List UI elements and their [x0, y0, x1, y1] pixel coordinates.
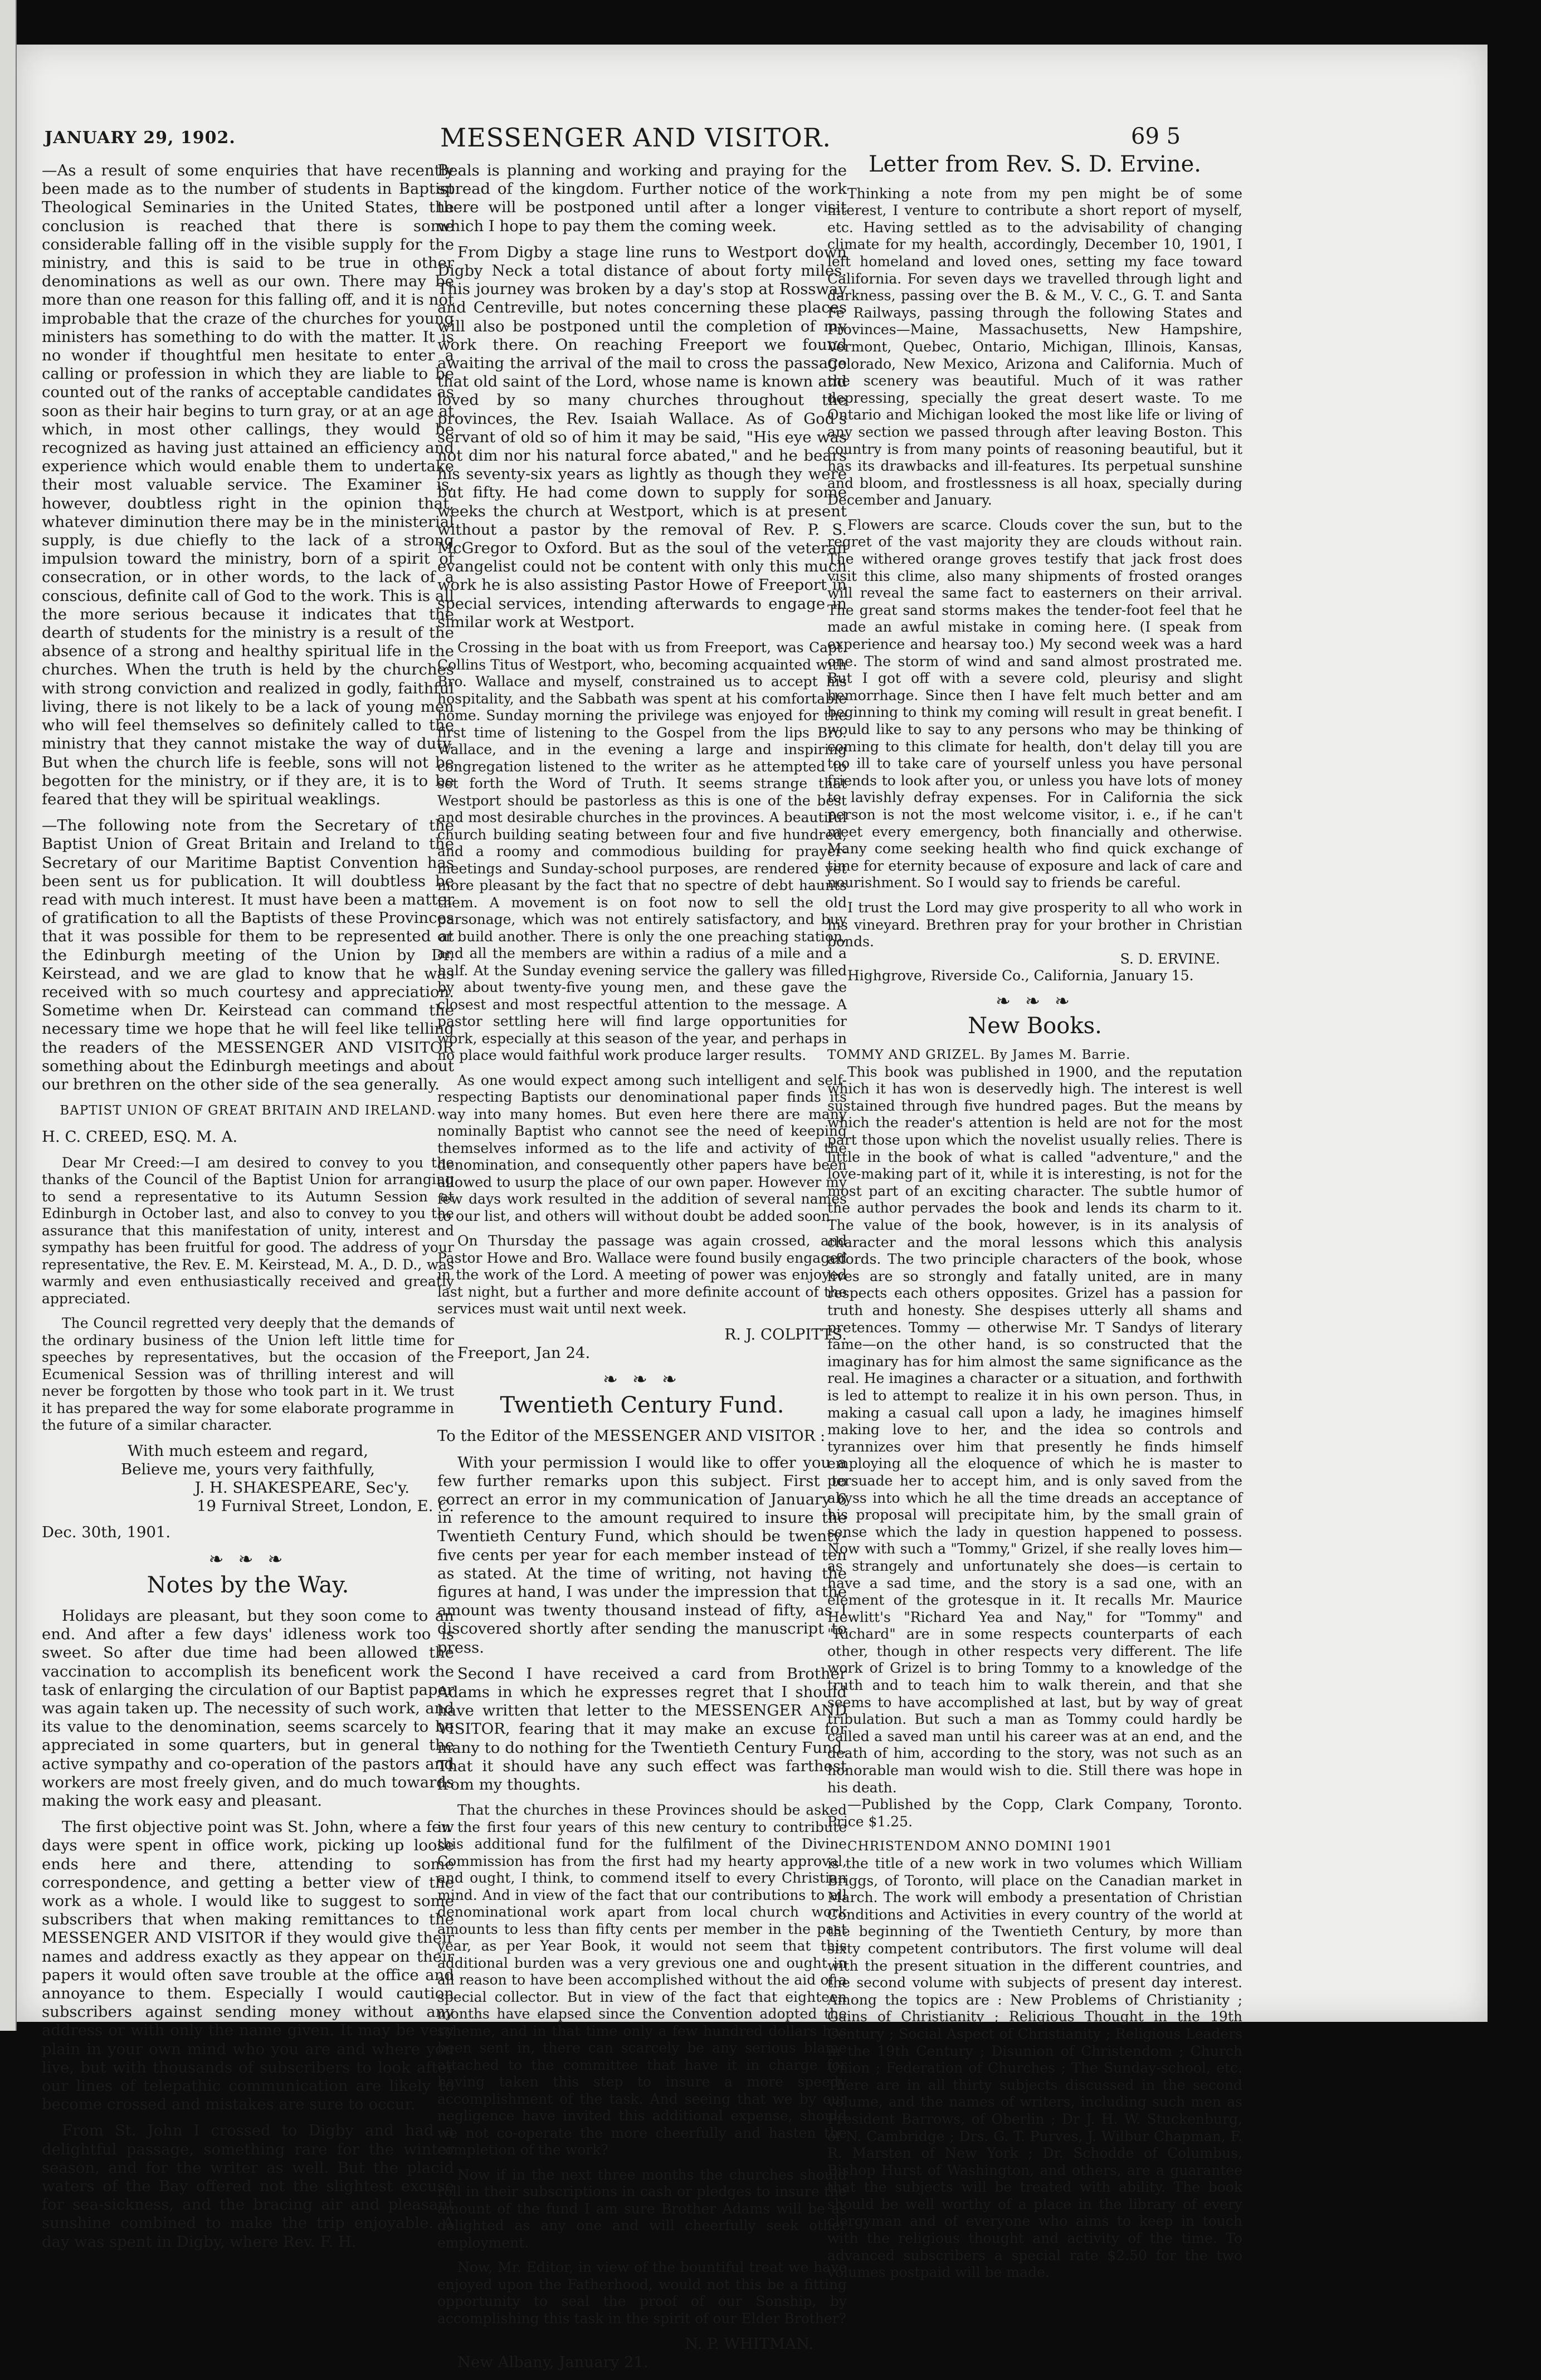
notes-paragraph: Holidays are pleasant, but they soon come to an end. And after a few days' idleness work too is sweet. So after due time had been allowed the vaccination to accomplish its beneficent work the task of enlarging the circulation of our Baptist paper was again taken up. The necessity of such work, and its value to the denomination, seems scarcely to be appreciated in some quarters, but in general the active sympathy and co-operation of the pastors and workers are most freely given, and do much towards making the work easy and pleasant.: [42, 1606, 454, 1810]
film-edge: [0, 0, 17, 2031]
book-publisher: —Published by the Copp, Clark Company, Toronto. Price $1.25.: [827, 1796, 1242, 1830]
column-middle: [437, 162, 847, 2380]
notes-continued: From Digby a stage line runs to Westport down Digby Neck a total distance of about forty miles. This journey was broken by a day's stop at Rossway and Centreville, but notes concerning these places will also be postponed until the completion of my work there. On reaching Freeport we found awaiting the arrival of the mail to cross the passage that old saint of the Lord, whose name is known and loved by so many churches throughout the provinces, the Rev. Isaiah Wallace. As of God's servant of old so of him it may be said, "His eye was not dim nor his natural force abated," and he bears his seventy-six years as lightly as though they were but fifty. He had come down to supply for some weeks the church at Westport, which is at present without a pastor by the removal of Rev. P. S. McGregor to Oxford. But as the soul of the veteran evangelist could not be content with only this much work he is also assisting Pastor Howe of Freeport in special services, intending afterwards to engage in similar work at Westport.: [437, 243, 847, 631]
ervine-heading: Letter from Rev. S. D. Ervine.: [869, 152, 1201, 177]
fund-paragraph: With your permission I would like to offer you a few further remarks upon this subject. First to correct an error in my communication of January 6 in reference to the amount required to insure the Twentieth Century Fund, which should be twenty-five cents per year for each member instead of ten as stated. At the time of writing, not having the figures at hand, I was under the impression that the amount was twenty thousand instead of fifty, as I discovered shortly after sending the manuscript to press.: [437, 1453, 847, 1656]
notes-continued: On Thursday the passage was again crossed, and Pastor Howe and Bro. Wallace were found busily engaged in the work of the Lord. A meeting of power was enjoyed last night, but a further and more definite account of the services must wait until next week.: [437, 1233, 847, 1317]
notes-paragraph: The first objective point was St. John, where a few days were spent in office work, picking up loose ends here and there, attending to some correspondence, and getting a better view of the work as a whole. I would like to suggest to some subscribers that when making remittances to the MESSENGER AND VISITOR if they would give their names and address exactly as they appear on their papers it would often save trouble at the office and annoyance to them. Especially I would caution subscribers against sending money without any address or with only the name given. It may be very plain in your own mind who you are and where you live, but with thousands of subscribers to look after our lines of telepathic communication are likely to become crossed and mistakes are sure to occur.: [42, 1818, 454, 2114]
ervine-place: Highgrove, Riverside Co., California, January 15.: [847, 967, 1194, 984]
letter-signature: J. H. SHAKESPEARE, Sec'y.: [194, 1478, 409, 1497]
fund-paragraph: Now, Mr. Editor, in view of the bountiful treat we have enjoyed upon the Fatherhood, would not this be a fitting opportunity to seal the proof of our Sonship, by accomplishing this task in the spirit of our Elder Brother?: [437, 2259, 847, 2327]
editorial-ministry: —As a result of some enquiries that have recently been made as to the number of students in Baptist Theological Seminaries in the United States, the conclusion is reached that there is some considerable falling off in the visible supply for the ministry, and this is said to be true in other denominations as well as our own. There may be more than one reason for this falling off, and it is not improbable that the craze of the churches for young ministers has something to do with the matter. It is no wonder if thoughtful men hesitate to enter a calling or profession in which they are liable to be counted out of the ranks of acceptable candidates as soon as their hair begins to turn gray, or at an age at which, in most other callings, they would be recognized as having just attained an efficiency and experience which would enable them to undertake their most valuable service. The Examiner is, however, doubtless right in the opinion that, whatever diminution there may be in the ministerial supply, is due chiefly to the lack of a strong impulsion toward the ministry, born of a spirit of consecration, or in other words, to the lack of a conscious, definite call of God to the work. This is all the more serious because it indicates that the dearth of students for the ministry is a result of the absence of a strong and healthy spiritual life in the churches. When the truth is held by the churches with strong conviction and realized in godly, faithful living, there is not likely to be a lack of young men who will feel themselves so definitely called to the ministry that they cannot mistake the way of duty. But when the church life is feeble, sons will not be begotten for the ministry, or if they are, it is to be feared that they will be spiritual weaklings.: [42, 162, 454, 808]
notes-paragraph: From St. John I crossed to Digby and had a delightful passage, something rare for the winter season, and for the writer as well. But the placid waters of the Bay offered not the slightest excuse for sea-sickness, and the bracing air and pleasant sunshine combined to make the trip enjoyable. A day was spent in Digby, where Rev. F. H.: [42, 2122, 454, 2251]
fund-paragraph: Now if in the next three months the churches should roll in their subscriptions in cash or pledges to insure the amount of the fund I am sure Brother Adams will be as delighted as any one and will cheerfully seek other employment.: [437, 2166, 847, 2251]
fund-paragraph: That the churches in these Provinces should be asked in the first four years of this new century to contribute this additional fund for the fulfilment of the Divine Commission has from the first had my hearty approval, and ought, I think, to commend itself to every Christian mind. And in view of the fact that our contributions to all denominational work apart from local church work amounts to less than fifty cents per member in the past year, as per Year Book, it would not seem that this additional burden was a very grevious one and ought in all reason to have been accomplished without the aid of a special collector. But in view of the fact that eighteen months have elapsed since the Convention adopted the scheme, and in that time only a few hundred dollars has been sent in, there can scarcely be any serious blame attached to the committee that have it in charge for having taken this step to insure a more speedy accomplishment of the task. And seeing that we by our negligence have invited this additional expense, should we not co-operate the more cheerfully and hasten the completion of the work?: [437, 1802, 847, 2158]
letter-date: Dec. 30th, 1901.: [42, 1523, 171, 1542]
letter-closing-2: Believe me, yours very faithfully,: [120, 1460, 375, 1478]
letter-salutation: H. C. CREED, ESQ. M. A.: [42, 1128, 238, 1146]
notes-continued: As one would expect among such intelligent and self-respecting Baptists our denominational paper finds its way into many homes. But even here there are many nominally Baptist who cannot see the need of keeping themselves informed as to the life and activity of the denomination, and consequently other papers have been allowed to usurp the place of our own paper. However my few days work resulted in the addition of several names to our list, and others will without doubt be added soon.: [437, 1072, 847, 1224]
letter-body-2: The Council regretted very deeply that the demands of the ordinary business of the Union left little time for speeches by representatives, but the occasion of the Ecumenical Session was of thrilling interest and will never be forgotten by those who took part in it. We trust it has prepared the way for some elaborate programme in the future of a similar character.: [42, 1315, 454, 1434]
ervine-signature: S. D. ERVINE.: [1120, 950, 1220, 967]
notes-signature: R. J. COLPITTS.: [724, 1325, 847, 1343]
book-review: This book was published in 1900, and the reputation which it has won is deservedly high. The interest is well sustained through five hundred pages. But the means by which the reader's attention is held are not for the most part those upon which the novelist usually relies. There is little in the book of what is called "adventure," and the love-making part of it, while it is interesting, is not for the most part of an exciting character. The subtle humor of the author pervades the book and lends its charm to it. The value of the book, however, is in its analysis of character and the moral lessons which this analysis affords. The two principle characters of the book, whose lives are so strongly and fatally united, are in many respects each others opposites. Grizel has a passion for truth and honesty. She despises utterly all shams and pretences. Tommy — otherwise Mr. T Sandys of literary fame—on the other hand, is so constructed that the imaginary has for him almost the same significance as the real. He imagines a character or a situation, and forthwith is led to attempt to realize it in his own person. Thus, in making a casual call upon a lady, he imagines himself making love to her, and the idea so controls and tyrannizes over him that presently he finds himself employing all the eloquence of which he is master to persuade her to accept him, and is only saved from the abyss into which he all the time dreads an acceptance of his proposal will precipitate him, by the small grain of sense which the lady in question happened to possess. Now with such a "Tommy," Grizel, if she really loves him—as strangely and unfortunately she does—is certain to have a sad time, and the story is a sad one, with an element of the grotesque in it. It recalls Mr. Maurice Hewlitt's "Richard Yea and Nay," for "Tommy" and "Richard" are in some respects counterparts of each other, though in other respects very different. The life work of Grizel is to bring Tommy to a knowledge of the truth and to teach him to walk therein, and that she seems to have accomplished at last, but by way of great tribulation. But such a man as Tommy could hardly be called a saved man until his career was at an end, and the death of him, according to the story, was not such as an honorable man would wish to die. Still there was hope in his death.: [827, 1063, 1242, 1796]
section-ornament: ❧ ❧ ❧: [603, 1368, 681, 1390]
book-title-christendom: CHRISTENDOM ANNO DOMINI 1901: [847, 1839, 1113, 1854]
newspaper-page: [17, 45, 1488, 2372]
ervine-paragraph: Thinking a note from my pen might be of some interest, I venture to contribute a short report of myself, etc. Having settled as to the advisability of changing climate for my health, accordingly, December 10, 1901, I left homeland and loved ones, setting my face toward California. For seven days we travelled through light and darkness, passing over the B. & M., V. C., G. T. and Santa Fe Railways, passing through the following States and Provinces—Maine, Massachusetts, New Hampshire, Vermont, Quebec, Ontario, Michigan, Illinois, Kansas, Colorado, New Mexico, Arizona and California. Much of the scenery was beautiful. Much of it was rather depressing, specially the great desert waste. To me Ontario and Michigan looked the most like life or living of any section we passed through after leaving Boston. This country is from many points of reasoning beautiful, but it has its drawbacks and ill-features. Its perpetual sunshine and bloom, and frostlessness is all hoax, specially during December and January.: [827, 185, 1242, 509]
issue-date: JANUARY 29, 1902.: [45, 128, 236, 148]
ervine-paragraph: I trust the Lord may give prosperity to all who work in his vineyard. Brethren pray for your brother in Christian bonds.: [827, 899, 1242, 950]
section-ornament: ❧ ❧ ❧: [996, 990, 1074, 1011]
newspaper-title: MESSENGER AND VISITOR.: [440, 123, 832, 153]
page-number: 69 5: [1131, 124, 1181, 149]
fund-heading: Twentieth Century Fund.: [500, 1392, 784, 1419]
fund-signature: N. P. WHITMAN.: [685, 2335, 813, 2353]
notes-continued: Beals is planning and working and praying for the spread of the kingdom. Further notice of the work there will be postponed until after a longer visit which I hope to pay them the coming week.: [437, 162, 847, 235]
book-review: is the title of a new work in two volumes which William Briggs, of Toronto, will place on the Canadian market in March. The work will embody a presentation of Christian Conditions and Activities in every country of the world at the beginning of the Twentieth Century, by more than sixty competent contributors. The first volume will deal with the present situation in the different countries, and the second volume with subjects of present day interest. Among the topics are : New Problems of Christianity ; Gains of Christianity ; Religious Thought in the 19th Century ; Social Aspect of Christianity ; Religious Leaders in the 19th Century ; Disunion of Christendom ; Church Union ; Federation of Churches ; The Sunday-school, etc. There are in all thirty subjects discussed in the second volume, and the names of writers, including such men as President Barrows, of Oberlin ; Dr J. H. W. Stuckenburg, of N. Cambridge ; Drs. G. T. Purves, J. Wilbur Chapman, F. R. Marsten of New York ; Dr. Schodde of Columbus, Bishop Hurst of Washington, and others, are a guarantee that the subjects will be treated with ability. The book should be well worthy of a place in the library of every clergyman and of everyone who aims to keep in touch with the religious thought and activity of the time. To advanced subscribers a special rate $2.50 for the two volumes postpaid will be made.: [827, 1855, 1242, 2281]
letter-address: 19 Furnival Street, London, E. C.: [196, 1497, 454, 1516]
notes-continued: Crossing in the boat with us from Freeport, was Capt. Collins Titus of Westport, who, becoming acquainted with Bro. Wallace and myself, constrained us to accept his hospitality, and the Sabbath was spent at his comfortable home. Sunday morning the privilege was enjoyed for the first time of listening to the Gospel from the lips Bro. Wallace, and in the evening a large and inspiring congregation listened to the writer as he attempted to set forth the Word of Truth. It seems strange that Westport should be pastorless as this is one of the best and most desirable churches in the provinces. A beautiful church building seating between four and five hundred, and a roomy and commodious building for prayer-meetings and Sunday-school purposes, are rendered yet more pleasant by the fact that no spectre of debt haunts them. A movement is on foot now to sell the old parsonage, which was not entirely satisfactory, and buy or build another. There is only the one preaching station, and all the members are within a radius of a mile and a half. At the Sunday evening service the gallery was filled by about twenty-five young men, and these gave the closest and most respectful attention to the message. A pastor settling here will find large opportunities for work, especially at this season of the year, and perhaps in no place would faithful work produce larger results.: [437, 639, 847, 1064]
letter-body: Dear Mr Creed:—I am desired to convey to you the thanks of the Council of the Baptist Union for arranging to send a representative to its Autumn Session at Edinburgh in October last, and also to convey to you the assurance that this manifestation of unity, interest and sympathy has been fruitful for good. The address of your representative, the Rev. E. M. Keirstead, M. A., D. D., was warmly and even enthusiastically received and greatly appreciated.: [42, 1154, 454, 1307]
ervine-paragraph: Flowers are scarce. Clouds cover the sun, but to the regret of the vast majority they are clouds without rain. The withered orange groves testify that jack frost does visit this clime, also many shipments of frosted oranges will reveal the same fact to easterners on their arrival. The great sand storms makes the tender-foot feel that he made an awful mistake in coming here. (I speak from experience and hearsay too.) My second week was a hard one. The storm of wind and sand almost prostrated me. But I got off with a severe cold, pleurisy and slight hemorrhage. Since then I have felt much better and am beginning to think my coming will result in great benefit. I would like to say to any persons who may be thinking of coming to this climate for health, don't delay till you are too ill to take care of yourself unless you have personal friends to look after you, or unless you have lots of money to lavishly defray expenses. For in California the sick person is not the most welcome visitor, i. e., if he can't meet every emergency, both financially and otherwise. Many come seeking health who find quick exchange of time for eternity because of exposure and lack of care and nourishment. So I would say to friends be careful.: [827, 516, 1242, 891]
fund-paragraph: Second I have received a card from Brother Adams in which he expresses regret that I should have written that letter to the MESSENGER AND VISITOR, fearing that it may make an excuse for many to do nothing for the Twentieth Century Fund. That it should have any such effect was farthest from my thoughts.: [437, 1664, 847, 1794]
notes-heading: Notes by the Way.: [147, 1572, 349, 1598]
letterhead: BAPTIST UNION OF GREAT BRITAIN AND IRELAND.: [60, 1103, 436, 1118]
editorial-baptist-union: —The following note from the Secretary of the Baptist Union of Great Britain and Ireland to the Secretary of our Maritime Baptist Convention has been sent us for publication. It will doubtless be read with much interest. It must have been a matter of gratification to all the Baptists of these Provinces that it was possible for them to be represented at the Edinburgh meeting of the Union by Dr. Keirstead, and we are glad to know that he was received with so much courtesy and appreciation. Sometime when Dr. Keirstead can command the necessary time we hope that he will feel like telling the readers of the MESSENGER AND VISITOR something about the Edinburgh meetings and about our brethren on the other side of the sea generally.: [42, 817, 454, 1093]
letter-closing: With much esteem and regard,: [128, 1441, 368, 1460]
column-right: [827, 152, 1242, 2289]
section-ornament: ❧ ❧ ❧: [208, 1548, 287, 1570]
column-left: [42, 162, 454, 2259]
fund-place: New Albany, January 21.: [457, 2353, 648, 2372]
notes-place: Freeport, Jan 24.: [457, 1343, 591, 1362]
fund-salutation: To the Editor of the MESSENGER AND VISITOR :: [437, 1427, 826, 1445]
books-heading: New Books.: [968, 1013, 1102, 1039]
book-title-tommy: TOMMY AND GRIZEL. By James M. Barrie.: [827, 1048, 1131, 1063]
